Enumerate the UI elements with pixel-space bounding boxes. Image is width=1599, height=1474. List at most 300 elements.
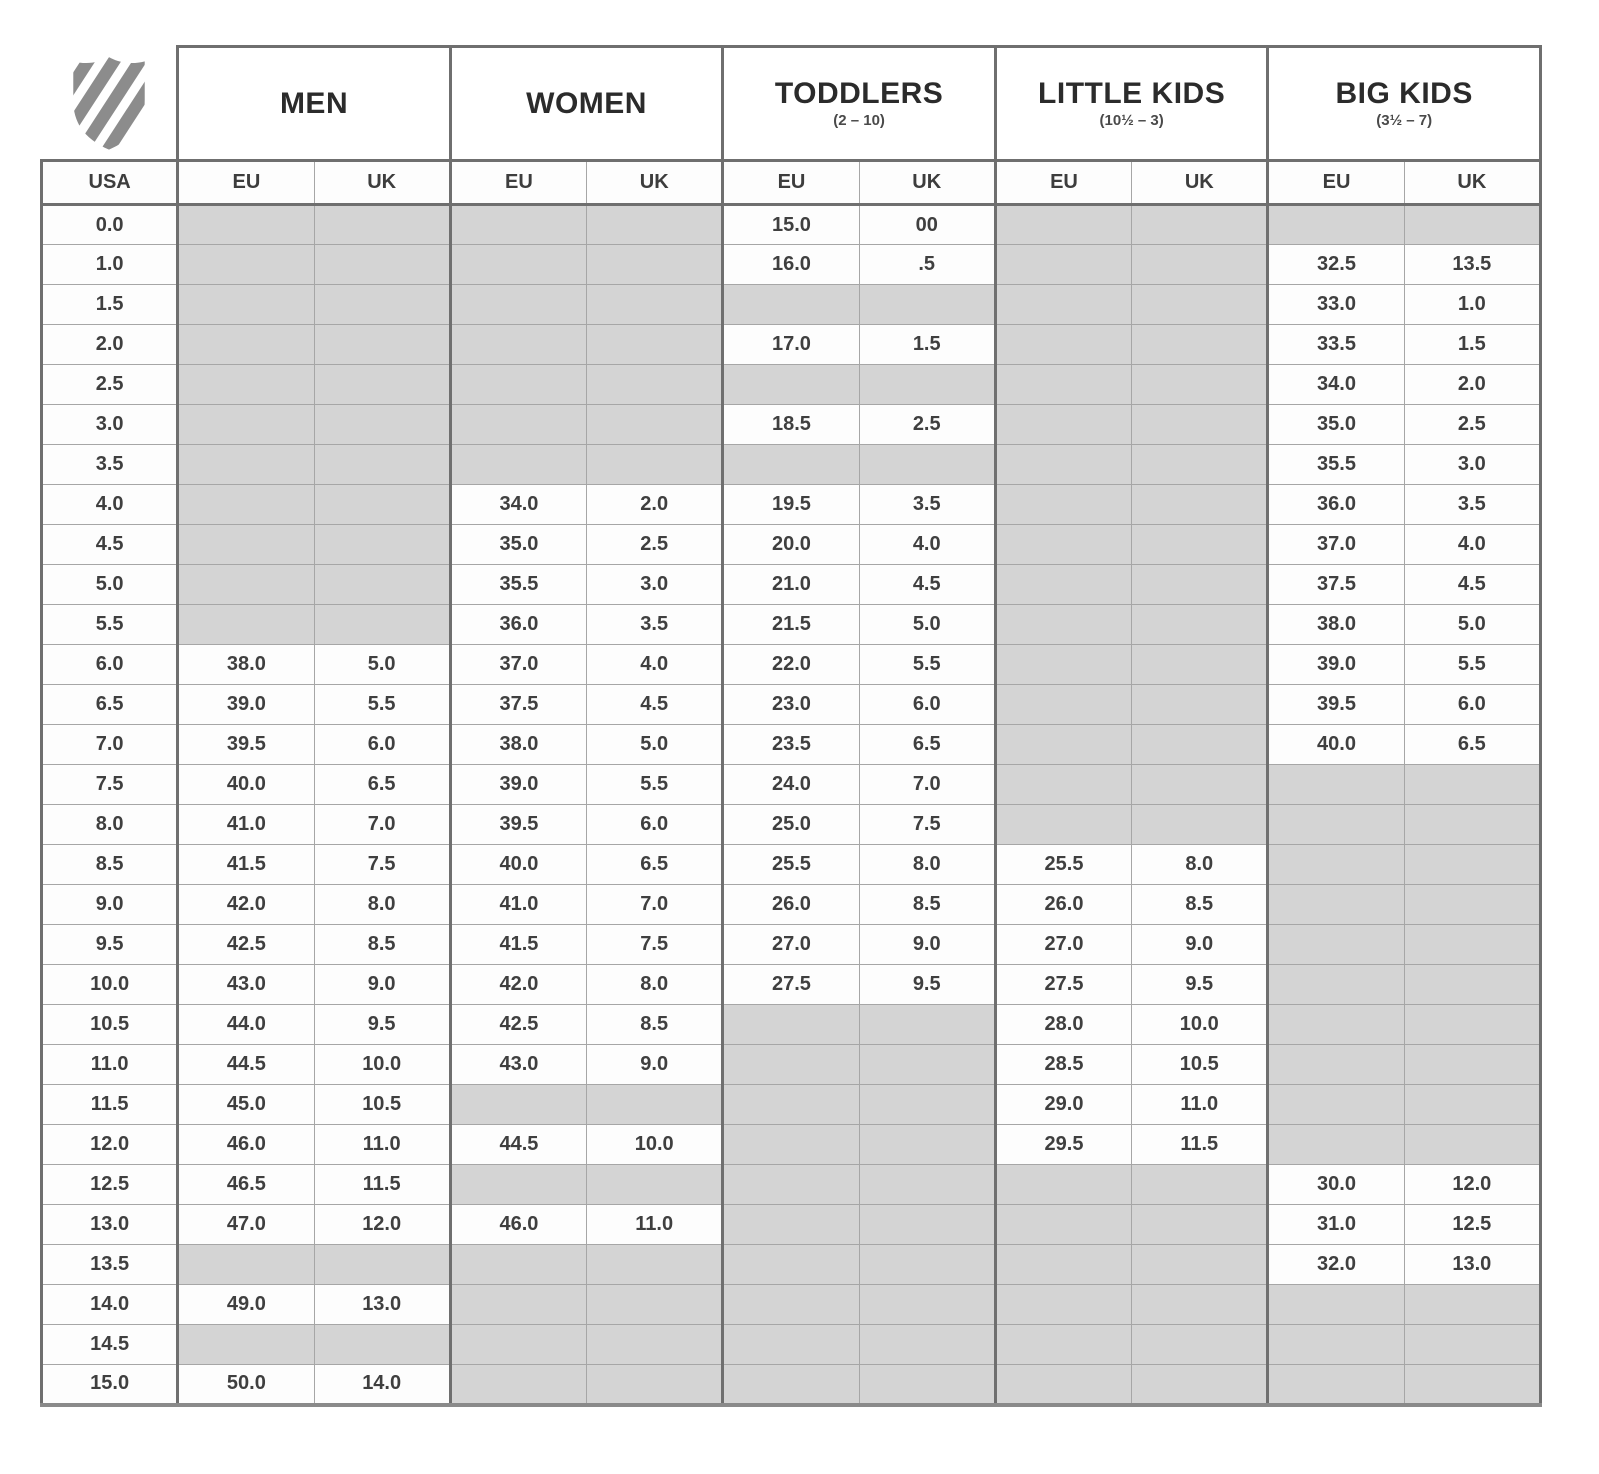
- size-cell: [723, 365, 859, 405]
- size-cell: 7.0: [587, 885, 723, 925]
- size-cell: 40.0: [450, 845, 586, 885]
- size-cell: [859, 1365, 995, 1405]
- size-cell: 25.5: [723, 845, 859, 885]
- size-cell: 8.0: [314, 885, 450, 925]
- size-cell: 11.0: [587, 1205, 723, 1245]
- col-header-big-kids-uk: UK: [1404, 161, 1540, 205]
- size-cell: [1268, 1005, 1404, 1045]
- size-cell: 39.5: [1268, 685, 1404, 725]
- size-cell: [587, 1325, 723, 1365]
- usa-size-cell: 13.0: [42, 1205, 178, 1245]
- size-cell: [1132, 1325, 1268, 1365]
- size-cell: [995, 565, 1131, 605]
- table-row: [42, 565, 1541, 605]
- table-row: [42, 285, 1541, 325]
- size-cell: [995, 1285, 1131, 1325]
- size-cell: [723, 1285, 859, 1325]
- size-cell: [1268, 1085, 1404, 1125]
- size-cell: [314, 325, 450, 365]
- size-cell: 35.5: [450, 565, 586, 605]
- size-cell: 5.0: [314, 645, 450, 685]
- size-cell: 28.5: [995, 1045, 1131, 1085]
- size-cell: [1132, 525, 1268, 565]
- size-cell: 40.0: [1268, 725, 1404, 765]
- size-cell: 35.5: [1268, 445, 1404, 485]
- size-cell: 22.0: [723, 645, 859, 685]
- size-cell: [450, 245, 586, 285]
- size-cell: 6.0: [587, 805, 723, 845]
- size-cell: [1268, 845, 1404, 885]
- size-cell: 9.0: [587, 1045, 723, 1085]
- size-cell: 4.0: [1404, 525, 1540, 565]
- usa-size-cell: 7.0: [42, 725, 178, 765]
- size-cell: [178, 485, 314, 525]
- usa-size-cell: 10.0: [42, 965, 178, 1005]
- size-cell: [859, 1245, 995, 1285]
- table-row: [42, 445, 1541, 485]
- col-header-little-kids-eu: EU: [995, 161, 1131, 205]
- size-cell: 7.0: [859, 765, 995, 805]
- size-cell: [1404, 1045, 1540, 1085]
- size-cell: 41.0: [450, 885, 586, 925]
- usa-size-cell: 14.0: [42, 1285, 178, 1325]
- size-cell: [1404, 1125, 1540, 1165]
- size-cell: 12.0: [314, 1205, 450, 1245]
- size-cell: [587, 405, 723, 445]
- usa-size-cell: 11.5: [42, 1085, 178, 1125]
- size-cell: 16.0: [723, 245, 859, 285]
- size-cell: [178, 405, 314, 445]
- usa-size-cell: 3.0: [42, 405, 178, 445]
- size-cell: 43.0: [450, 1045, 586, 1085]
- size-cell: 3.5: [587, 605, 723, 645]
- size-cell: 18.5: [723, 405, 859, 445]
- size-cell: 29.5: [995, 1125, 1131, 1165]
- size-cell: 4.0: [587, 645, 723, 685]
- size-cell: 6.0: [314, 725, 450, 765]
- size-cell: [1132, 245, 1268, 285]
- size-cell: 9.0: [859, 925, 995, 965]
- usa-size-cell: 4.0: [42, 485, 178, 525]
- size-cell: 49.0: [178, 1285, 314, 1325]
- size-cell: [995, 1325, 1131, 1365]
- size-cell: [178, 205, 314, 245]
- size-cell: 39.0: [450, 765, 586, 805]
- size-cell: 45.0: [178, 1085, 314, 1125]
- usa-size-cell: 13.5: [42, 1245, 178, 1285]
- usa-size-cell: 12.5: [42, 1165, 178, 1205]
- size-cell: 37.5: [1268, 565, 1404, 605]
- size-cell: [178, 285, 314, 325]
- table-row: [42, 885, 1541, 925]
- usa-size-cell: 5.5: [42, 605, 178, 645]
- table-row: [42, 1245, 1541, 1285]
- size-cell: [995, 725, 1131, 765]
- column-header-row: [42, 161, 1541, 205]
- size-cell: 46.0: [450, 1205, 586, 1245]
- table-row: [42, 365, 1541, 405]
- size-cell: [450, 365, 586, 405]
- size-cell: [859, 445, 995, 485]
- size-cell: [995, 1165, 1131, 1205]
- size-cell: 5.5: [1404, 645, 1540, 685]
- size-cell: [1132, 565, 1268, 605]
- size-cell: 44.5: [450, 1125, 586, 1165]
- size-cell: 38.0: [450, 725, 586, 765]
- size-cell: 13.0: [1404, 1245, 1540, 1285]
- table-row: [42, 1365, 1541, 1405]
- section-header-big-kids: [1268, 47, 1541, 161]
- size-cell: [450, 405, 586, 445]
- size-cell: 40.0: [178, 765, 314, 805]
- table-row: [42, 1125, 1541, 1165]
- size-cell: [1404, 965, 1540, 1005]
- usa-size-cell: 2.0: [42, 325, 178, 365]
- table-row: [42, 1285, 1541, 1325]
- size-cell: 27.5: [723, 965, 859, 1005]
- size-cell: [995, 205, 1131, 245]
- size-cell: 41.5: [450, 925, 586, 965]
- size-cell: [1404, 805, 1540, 845]
- size-cell: [1132, 1365, 1268, 1405]
- size-cell: 9.5: [1132, 965, 1268, 1005]
- usa-size-cell: 15.0: [42, 1365, 178, 1405]
- usa-size-cell: 12.0: [42, 1125, 178, 1165]
- size-cell: [723, 285, 859, 325]
- col-header-men-eu: EU: [178, 161, 314, 205]
- table-row: [42, 1165, 1541, 1205]
- size-cell: 8.5: [587, 1005, 723, 1045]
- size-cell: 9.0: [1132, 925, 1268, 965]
- size-cell: 2.5: [1404, 405, 1540, 445]
- size-cell: [1404, 1325, 1540, 1365]
- size-cell: [1132, 405, 1268, 445]
- size-cell: [587, 445, 723, 485]
- size-cell: [995, 805, 1131, 845]
- size-cell: 25.5: [995, 845, 1131, 885]
- size-cell: 3.0: [1404, 445, 1540, 485]
- size-cell: 42.5: [450, 1005, 586, 1045]
- size-cell: [587, 285, 723, 325]
- size-cell: [995, 445, 1131, 485]
- size-cell: 47.0: [178, 1205, 314, 1245]
- size-cell: [178, 525, 314, 565]
- size-cell: 42.5: [178, 925, 314, 965]
- size-cell: [1132, 445, 1268, 485]
- size-cell: 32.5: [1268, 245, 1404, 285]
- size-cell: [859, 285, 995, 325]
- size-cell: 2.5: [587, 525, 723, 565]
- size-cell: 2.5: [859, 405, 995, 445]
- size-cell: [1268, 1365, 1404, 1405]
- size-cell: [587, 1365, 723, 1405]
- size-cell: [450, 1165, 586, 1205]
- col-header-toddlers-eu: EU: [723, 161, 859, 205]
- size-cell: 5.0: [1404, 605, 1540, 645]
- size-cell: [450, 445, 586, 485]
- table-row: [42, 245, 1541, 285]
- shield-icon: [67, 53, 151, 153]
- size-cell: 11.0: [1132, 1085, 1268, 1125]
- size-cell: 8.0: [587, 965, 723, 1005]
- size-cell: 1.5: [1404, 325, 1540, 365]
- size-cell: 10.5: [314, 1085, 450, 1125]
- table-row: [42, 1085, 1541, 1125]
- col-header-little-kids-uk: UK: [1132, 161, 1268, 205]
- table-row: [42, 525, 1541, 565]
- size-cell: 36.0: [450, 605, 586, 645]
- size-cell: 23.0: [723, 685, 859, 725]
- size-cell: [178, 605, 314, 645]
- size-cell: [723, 1005, 859, 1045]
- size-cell: 5.5: [587, 765, 723, 805]
- size-cell: [1404, 765, 1540, 805]
- size-cell: 2.0: [587, 485, 723, 525]
- size-cell: 6.0: [859, 685, 995, 725]
- table-row: [42, 765, 1541, 805]
- size-cell: [314, 605, 450, 645]
- size-cell: [1268, 205, 1404, 245]
- size-cell: 36.0: [1268, 485, 1404, 525]
- size-cell: [1268, 805, 1404, 845]
- size-cell: [1132, 765, 1268, 805]
- size-cell: [450, 1245, 586, 1285]
- size-cell: [314, 1245, 450, 1285]
- table-row: [42, 725, 1541, 765]
- size-cell: .5: [859, 245, 995, 285]
- size-cell: [859, 1085, 995, 1125]
- size-cell: 38.0: [178, 645, 314, 685]
- table-row: [42, 645, 1541, 685]
- size-cell: 37.5: [450, 685, 586, 725]
- size-cell: 7.5: [859, 805, 995, 845]
- size-cell: [587, 1245, 723, 1285]
- size-cell: 44.5: [178, 1045, 314, 1085]
- size-cell: [1132, 365, 1268, 405]
- size-cell: [1404, 885, 1540, 925]
- size-cell: 7.0: [314, 805, 450, 845]
- size-cell: 10.0: [314, 1045, 450, 1085]
- size-cell: 5.0: [859, 605, 995, 645]
- size-cell: [587, 1165, 723, 1205]
- logo-cell: [42, 47, 178, 161]
- size-cell: 8.0: [1132, 845, 1268, 885]
- size-cell: 39.0: [178, 685, 314, 725]
- col-header-men-uk: UK: [314, 161, 450, 205]
- size-cell: 4.5: [587, 685, 723, 725]
- size-cell: 11.5: [1132, 1125, 1268, 1165]
- size-cell: [314, 285, 450, 325]
- size-cell: 27.0: [995, 925, 1131, 965]
- size-cell: 28.0: [995, 1005, 1131, 1045]
- size-cell: 19.5: [723, 485, 859, 525]
- size-cell: 3.5: [859, 485, 995, 525]
- size-cell: [1268, 925, 1404, 965]
- size-cell: 7.5: [587, 925, 723, 965]
- size-cell: 39.5: [178, 725, 314, 765]
- size-cell: [450, 1285, 586, 1325]
- size-cell: [723, 1125, 859, 1165]
- table-row: [42, 925, 1541, 965]
- size-cell: 25.0: [723, 805, 859, 845]
- size-cell: 5.5: [859, 645, 995, 685]
- size-cell: [1132, 205, 1268, 245]
- size-cell: [995, 685, 1131, 725]
- section-header-little-kids: [995, 47, 1268, 161]
- size-cell: [995, 485, 1131, 525]
- size-cell: [450, 1365, 586, 1405]
- size-cell: 41.0: [178, 805, 314, 845]
- size-cell: [314, 525, 450, 565]
- size-cell: 8.5: [1132, 885, 1268, 925]
- size-cell: 1.5: [859, 325, 995, 365]
- size-cell: 4.0: [859, 525, 995, 565]
- k-swiss-shield-logo: [42, 53, 177, 153]
- size-cell: 8.0: [859, 845, 995, 885]
- size-cell: 35.0: [1268, 405, 1404, 445]
- size-cell: [1268, 1045, 1404, 1085]
- section-subtitle-little-kids: (10½ – 3): [1099, 112, 1164, 130]
- usa-size-cell: 11.0: [42, 1045, 178, 1085]
- section-subtitle-big-kids: (3½ – 7): [1376, 112, 1433, 130]
- size-cell: 4.5: [859, 565, 995, 605]
- usa-size-cell: 6.0: [42, 645, 178, 685]
- size-cell: [995, 605, 1131, 645]
- size-cell: [723, 1325, 859, 1365]
- size-cell: 44.0: [178, 1005, 314, 1045]
- size-cell: [723, 1245, 859, 1285]
- size-cell: 41.5: [178, 845, 314, 885]
- table-body: [42, 205, 1541, 1405]
- table-row: [42, 1205, 1541, 1245]
- size-cell: 33.5: [1268, 325, 1404, 365]
- size-cell: [723, 1085, 859, 1125]
- size-cell: [1404, 1365, 1540, 1405]
- size-cell: [723, 1365, 859, 1405]
- section-header-women: [450, 47, 723, 161]
- size-cell: 6.5: [587, 845, 723, 885]
- table-row: [42, 805, 1541, 845]
- size-cell: 42.0: [178, 885, 314, 925]
- usa-size-cell: 7.5: [42, 765, 178, 805]
- size-cell: [995, 365, 1131, 405]
- size-cell: 35.0: [450, 525, 586, 565]
- size-cell: 34.0: [450, 485, 586, 525]
- section-title-little-kids: LITTLE KIDS: [1038, 76, 1226, 110]
- size-cell: 10.0: [587, 1125, 723, 1165]
- size-cell: [723, 1205, 859, 1245]
- size-cell: [450, 1325, 586, 1365]
- size-cell: [1268, 965, 1404, 1005]
- size-cell: 30.0: [1268, 1165, 1404, 1205]
- size-cell: 12.0: [1404, 1165, 1540, 1205]
- size-cell: 46.0: [178, 1125, 314, 1165]
- size-cell: [995, 1245, 1131, 1285]
- size-cell: 17.0: [723, 325, 859, 365]
- size-cell: 11.0: [314, 1125, 450, 1165]
- size-cell: 2.0: [1404, 365, 1540, 405]
- size-cell: [1268, 1285, 1404, 1325]
- size-cell: [178, 325, 314, 365]
- section-header-row: [42, 47, 1541, 161]
- col-header-women-uk: UK: [587, 161, 723, 205]
- table-row: [42, 965, 1541, 1005]
- size-cell: 20.0: [723, 525, 859, 565]
- size-cell: [587, 245, 723, 285]
- size-cell: [1268, 765, 1404, 805]
- size-cell: [1268, 1125, 1404, 1165]
- usa-size-cell: 4.5: [42, 525, 178, 565]
- table-row: [42, 845, 1541, 885]
- size-cell: 10.0: [1132, 1005, 1268, 1045]
- size-cell: 8.5: [859, 885, 995, 925]
- size-cell: [587, 365, 723, 405]
- usa-size-cell: 1.5: [42, 285, 178, 325]
- table-row: [42, 485, 1541, 525]
- size-cell: [314, 445, 450, 485]
- size-cell: [995, 645, 1131, 685]
- size-cell: 13.0: [314, 1285, 450, 1325]
- size-cell: 24.0: [723, 765, 859, 805]
- size-cell: [1268, 885, 1404, 925]
- size-cell: 6.5: [1404, 725, 1540, 765]
- section-title-men: MEN: [279, 86, 349, 120]
- size-cell: [178, 1325, 314, 1365]
- size-cell: 21.5: [723, 605, 859, 645]
- section-title-women: WOMEN: [526, 86, 647, 120]
- size-cell: [1268, 1325, 1404, 1365]
- size-cell: 3.5: [1404, 485, 1540, 525]
- size-cell: [1132, 645, 1268, 685]
- size-cell: [314, 485, 450, 525]
- size-cell: [995, 525, 1131, 565]
- size-cell: [995, 325, 1131, 365]
- size-cell: [1132, 1245, 1268, 1285]
- size-cell: [587, 325, 723, 365]
- size-cell: [314, 245, 450, 285]
- size-cell: [1132, 285, 1268, 325]
- size-cell: [587, 1285, 723, 1325]
- usa-size-cell: 8.5: [42, 845, 178, 885]
- size-cell: 23.5: [723, 725, 859, 765]
- size-cell: [859, 1045, 995, 1085]
- size-cell: [450, 1085, 586, 1125]
- size-cell: 5.5: [314, 685, 450, 725]
- size-cell: 9.5: [314, 1005, 450, 1045]
- size-cell: 13.5: [1404, 245, 1540, 285]
- size-cell: [995, 245, 1131, 285]
- size-cell: 1.0: [1404, 285, 1540, 325]
- size-cell: 33.0: [1268, 285, 1404, 325]
- size-cell: 26.0: [723, 885, 859, 925]
- size-cell: 8.5: [314, 925, 450, 965]
- size-cell: [859, 1125, 995, 1165]
- size-cell: 27.0: [723, 925, 859, 965]
- size-cell: [1132, 1285, 1268, 1325]
- usa-size-cell: 0.0: [42, 205, 178, 245]
- table-row: [42, 205, 1541, 245]
- table-row: [42, 605, 1541, 645]
- size-cell: [995, 1205, 1131, 1245]
- size-cell: 50.0: [178, 1365, 314, 1405]
- size-cell: [1132, 1165, 1268, 1205]
- size-cell: [859, 1325, 995, 1365]
- usa-size-cell: 5.0: [42, 565, 178, 605]
- size-cell: 29.0: [995, 1085, 1131, 1125]
- size-cell: [1404, 845, 1540, 885]
- usa-size-cell: 6.5: [42, 685, 178, 725]
- col-header-toddlers-uk: UK: [859, 161, 995, 205]
